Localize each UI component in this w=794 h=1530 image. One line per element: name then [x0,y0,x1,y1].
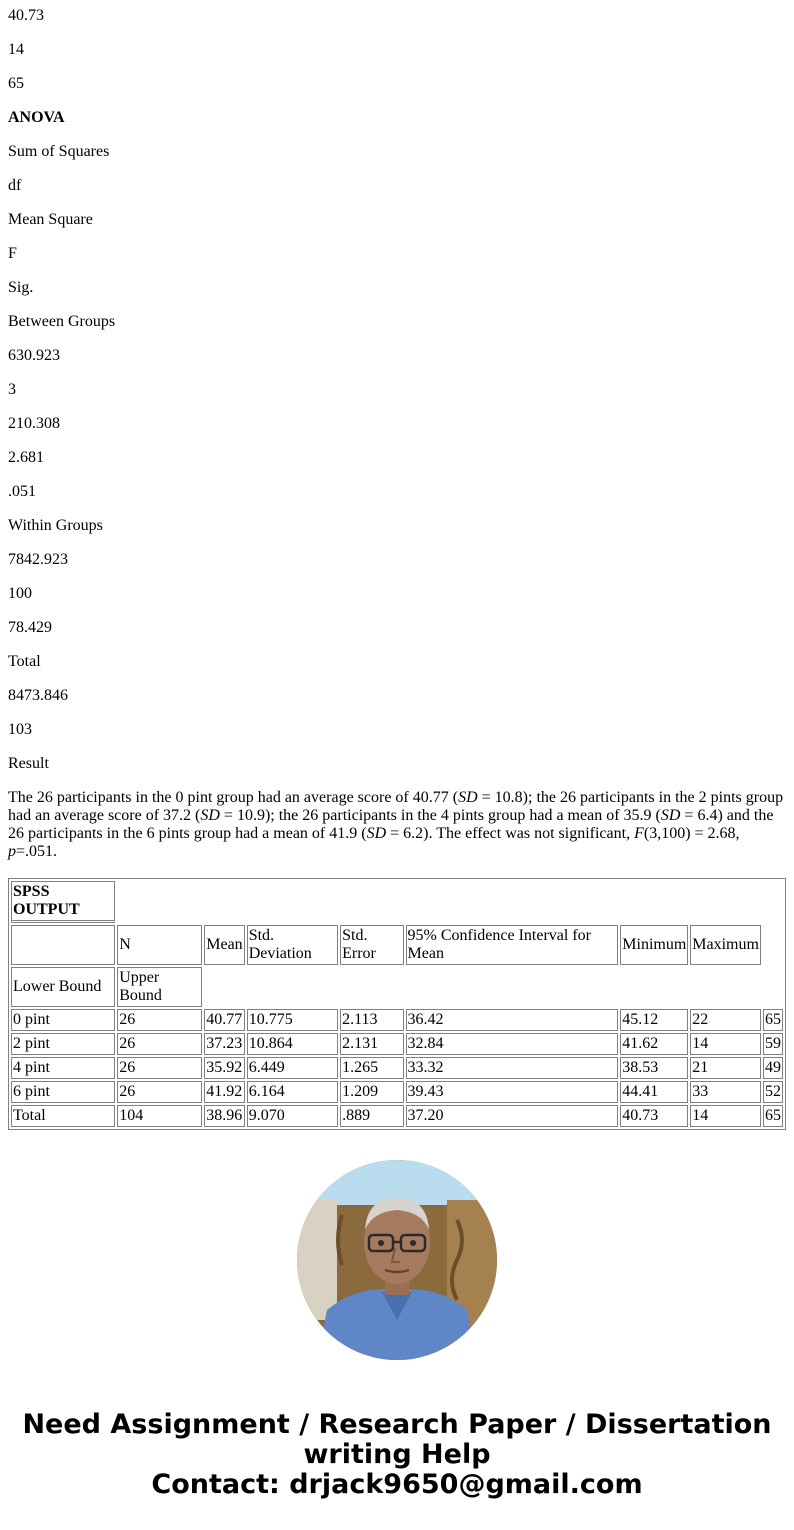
table-cell: 33.32 [406,1057,619,1079]
spss-header-ci: 95% Confidence Interval for Mean [406,925,619,965]
spss-header-sd: Std. Deviation [247,925,338,965]
table-cell: 0 pint [11,1009,115,1031]
footer-line-1: Need Assignment / Research Paper / Dissertation [22,1409,772,1440]
table-cell: 4 pint [11,1057,115,1079]
table-cell: 59 [763,1033,783,1055]
result-text-7: =.051. [16,843,58,860]
anova-within-df: 100 [8,585,32,602]
spss-row-total [11,1105,783,1127]
table-cell: Total [11,1105,115,1127]
table-cell: 14 [690,1033,761,1055]
anova-within-label: Within Groups [8,517,103,534]
top-value-1: 40.73 [8,7,44,24]
spss-row-0-pint [11,1009,783,1031]
result-sd-3: SD [660,807,681,824]
result-text-4: = 6.4) and the 26 participants in the 6 pints group had a mean of 41.9 ( [8,807,774,842]
anova-total-df: 103 [8,721,32,738]
table-cell: 37.20 [406,1105,619,1127]
spss-header-row [11,925,783,965]
document-body [0,7,794,1130]
top-value-3: 65 [8,75,24,92]
empty-cell [204,967,783,1007]
spss-output-table [8,878,786,1130]
result-sd-1: SD [458,789,478,806]
table-cell: 32.84 [406,1033,619,1055]
table-cell: 2.131 [340,1033,403,1055]
table-cell: 14 [690,1105,761,1127]
spss-subheader-lower: Lower Bound [11,967,115,1007]
table-cell: 36.42 [406,1009,619,1031]
anova-header-ss: Sum of Squares [8,143,110,160]
anova-within-ms: 78.429 [8,619,52,636]
table-cell: 10.864 [247,1033,338,1055]
spss-row-2-pint [11,1033,783,1055]
anova-between-label: Between Groups [8,313,116,330]
spss-row-6-pint [11,1081,783,1103]
profile-photo-illustration [297,1160,497,1360]
result-p-symbol: p [8,843,16,860]
spss-title-row [11,881,783,923]
table-cell: 6 pint [11,1081,115,1103]
anova-between-sig: .051 [8,483,36,500]
footer-contact: Contact: drjack9650@gmail.com [151,1469,643,1500]
anova-header-sig: Sig. [8,279,34,296]
table-cell: 6.449 [247,1057,338,1079]
table-cell: 6.164 [247,1081,338,1103]
result-sd-4: SD [366,825,387,842]
result-sd-2: SD [200,807,220,824]
table-cell: 37.23 [204,1033,244,1055]
spss-row-4-pint [11,1057,783,1079]
table-cell: 41.92 [204,1081,244,1103]
result-paragraph [8,789,786,861]
anova-header-f: F [8,245,17,262]
spss-header-max: Maximum [690,925,761,965]
table-cell: 35.92 [204,1057,244,1079]
profile-photo [297,1160,497,1360]
anova-between-df: 3 [8,381,16,398]
anova-total-ss: 8473.846 [8,687,68,704]
spss-header-min: Minimum [620,925,688,965]
anova-title: ANOVA [8,109,65,126]
spss-header-mean: Mean [204,925,244,965]
spss-output-table-wrap [8,878,786,1130]
empty-cell [763,925,783,965]
result-text-6: (3,100) = 2.68, [643,825,740,842]
spss-subheader-upper: Upper Bound [117,967,202,1007]
table-cell: .889 [340,1105,403,1127]
table-cell: 44.41 [620,1081,688,1103]
table-cell: 26 [117,1033,202,1055]
table-cell: 1.265 [340,1057,403,1079]
table-cell: 39.43 [406,1081,619,1103]
top-value-2: 14 [8,41,24,58]
result-text-1: The 26 participants in the 0 pint group had an average score of 40.77 ( [8,789,459,806]
table-cell: 49 [763,1057,783,1079]
result-text-3: = 10.9); the 26 participants in the 4 pints group had a mean of 35.9 ( [219,807,661,824]
result-f-symbol: F [634,825,644,842]
spss-header-blank [11,925,115,965]
table-cell: 26 [117,1057,202,1079]
table-cell: 40.77 [204,1009,244,1031]
spss-subheader-row [11,967,783,1007]
table-cell: 9.070 [247,1105,338,1127]
anova-within-ss: 7842.923 [8,551,68,568]
spss-title: SPSS OUTPUT [11,881,115,923]
spss-header-n: N [117,925,202,965]
anova-between-ss: 630.923 [8,347,60,364]
result-text-2: = 10.8); the 26 participants in the 2 pints group had an average score of 37.2 ( [8,789,784,824]
table-cell: 26 [117,1081,202,1103]
table-cell: 45.12 [620,1009,688,1031]
footer-line-2: writing Help [303,1439,491,1470]
result-heading: Result [8,755,49,772]
table-cell: 1.209 [340,1081,403,1103]
table-cell: 104 [117,1105,202,1127]
anova-header-df: df [8,177,22,194]
table-cell: 38.53 [620,1057,688,1079]
table-cell: 2.113 [340,1009,403,1031]
table-cell: 65 [763,1009,783,1031]
table-cell: 2 pint [11,1033,115,1055]
table-cell: 22 [690,1009,761,1031]
empty-cell [117,881,783,923]
anova-between-ms: 210.308 [8,415,60,432]
anova-header-ms: Mean Square [8,211,93,228]
table-cell: 21 [690,1057,761,1079]
table-cell: 38.96 [204,1105,244,1127]
anova-total-label: Total [8,653,41,670]
table-cell: 65 [763,1105,783,1127]
table-cell: 33 [690,1081,761,1103]
table-cell: 10.775 [247,1009,338,1031]
result-text-5: = 6.2). The effect was not significant, [386,825,635,842]
table-cell: 26 [117,1009,202,1031]
table-cell: 40.73 [620,1105,688,1127]
table-cell: 52 [763,1081,783,1103]
spss-header-se: Std. Error [340,925,403,965]
footer-banner [0,1410,794,1500]
table-cell: 41.62 [620,1033,688,1055]
anova-between-f: 2.681 [8,449,44,466]
